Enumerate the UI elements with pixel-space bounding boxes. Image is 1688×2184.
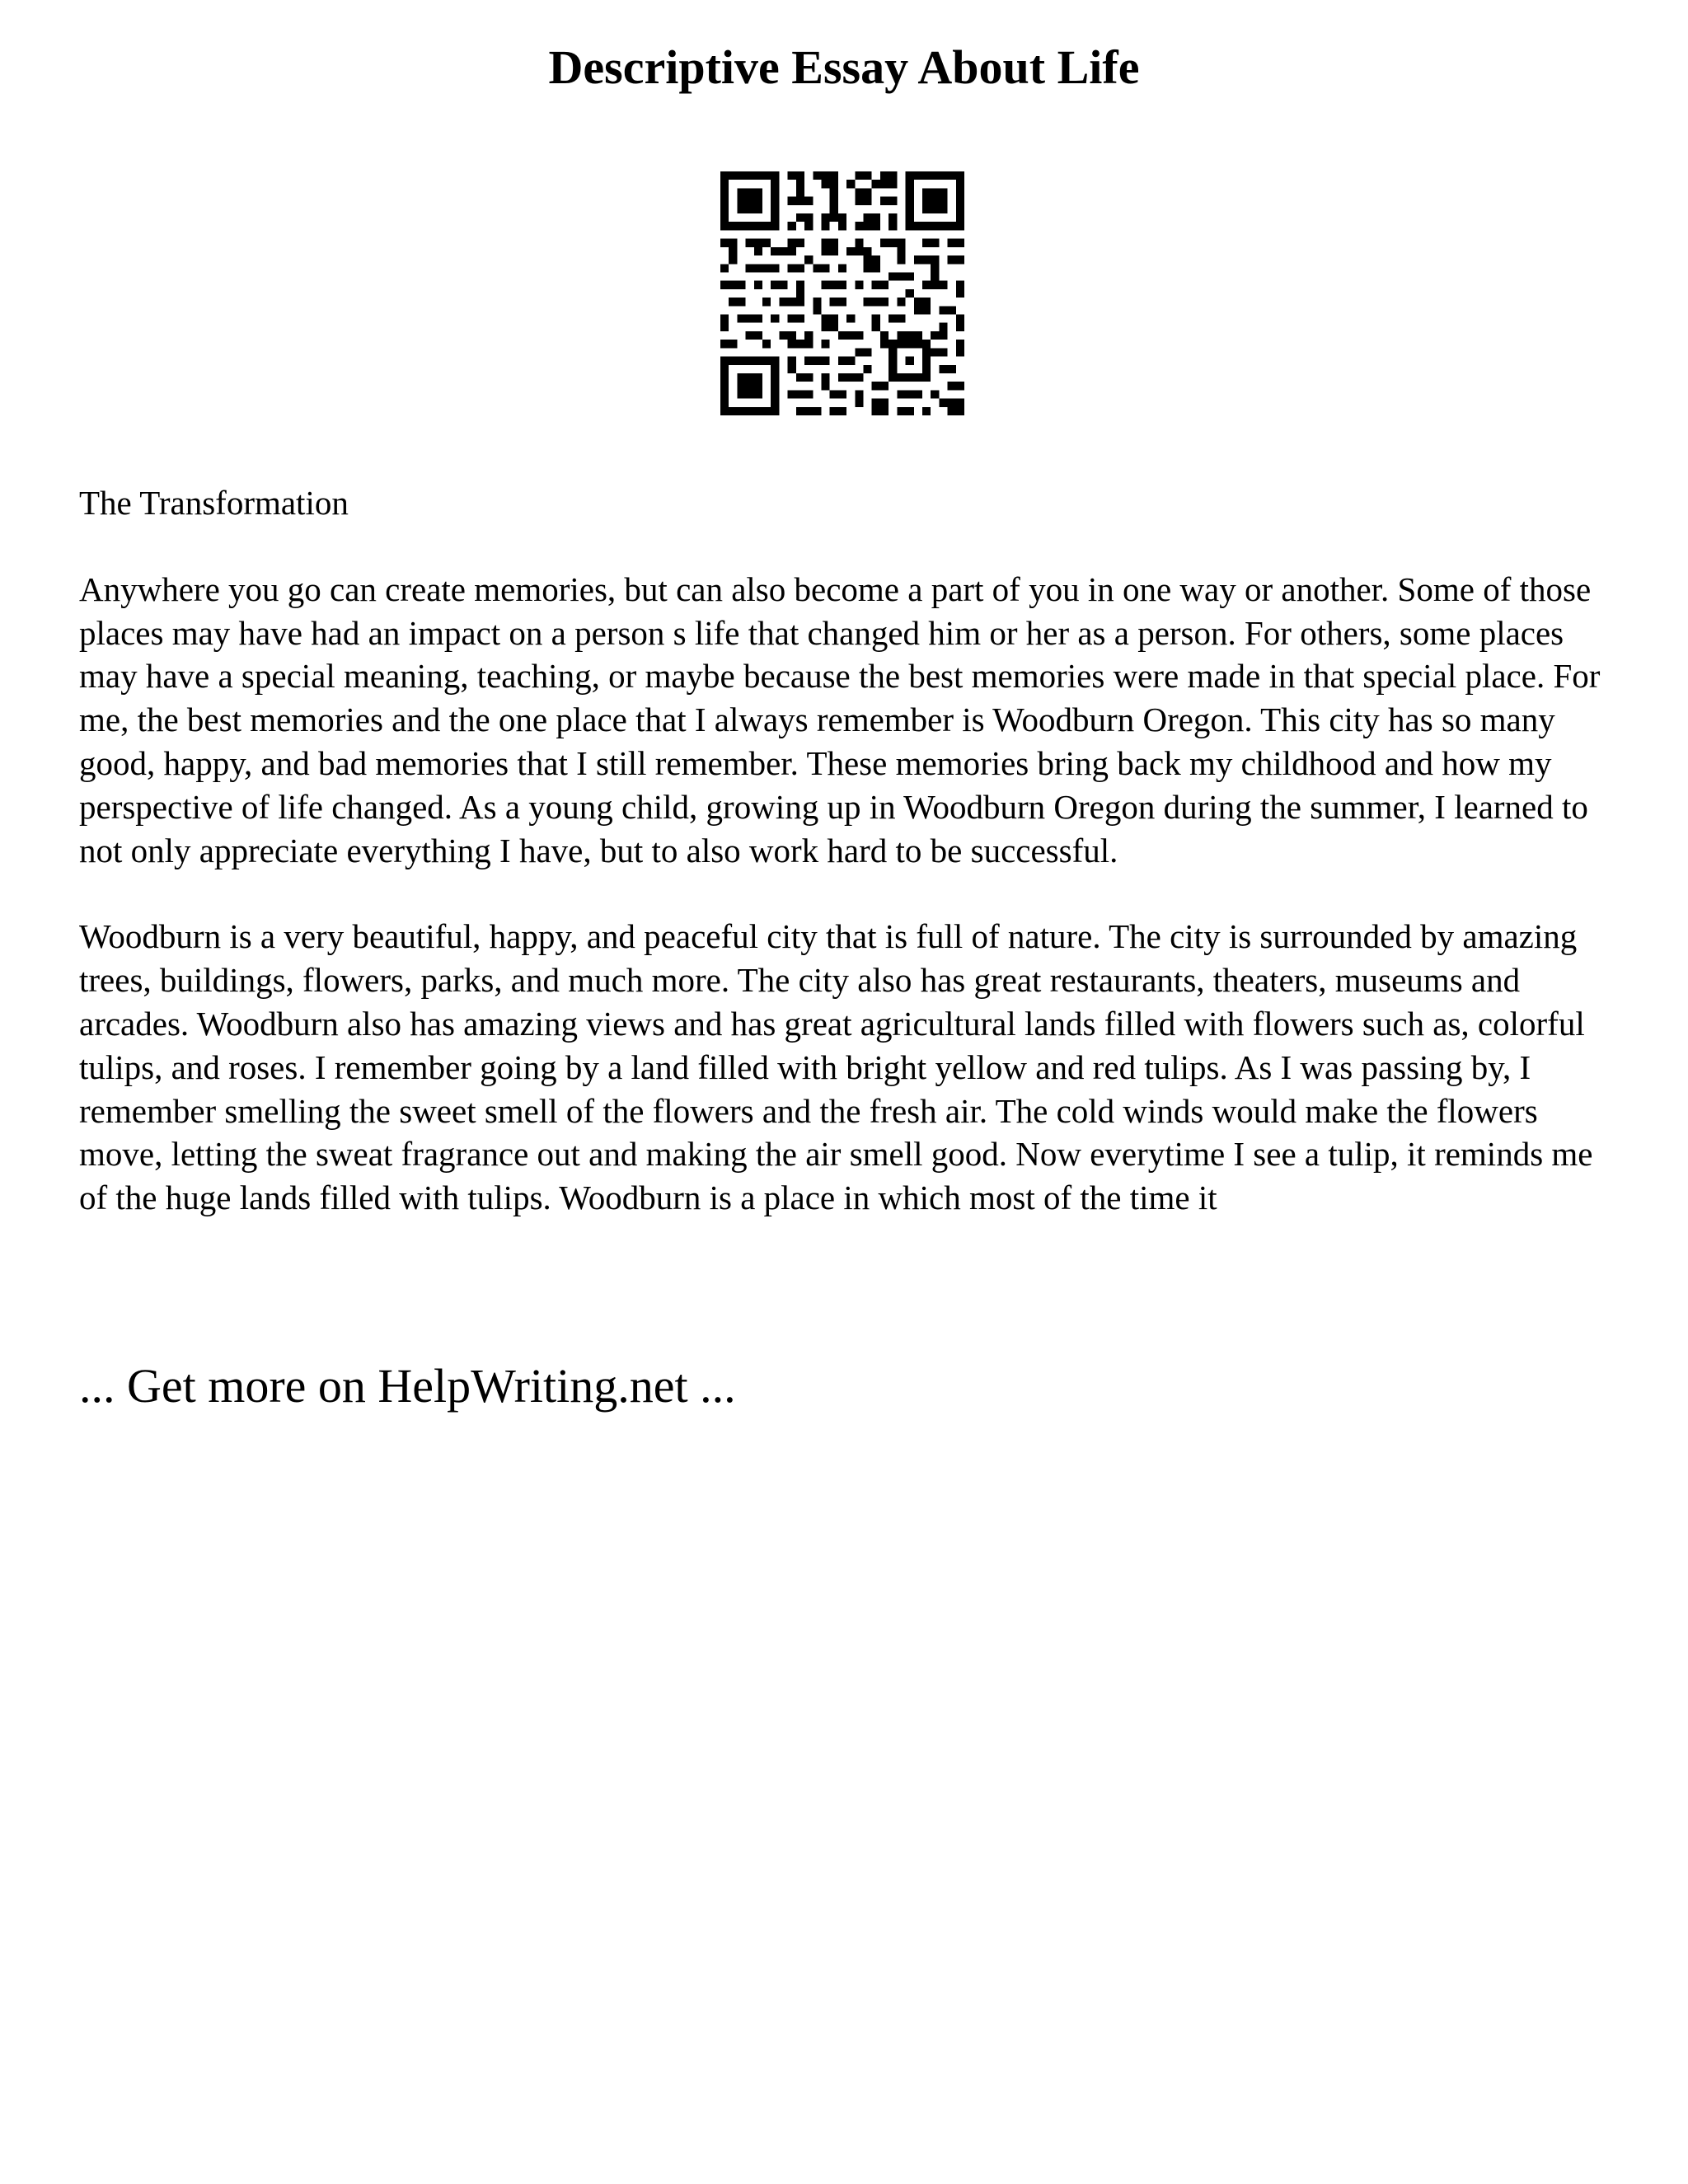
section-heading: The Transformation — [79, 484, 349, 522]
essay-paragraph-1: Anywhere you go can create memories, but can also become a part of you in one way or another. Some of those places may have had an impact on a person s life that changed him or her as a person. For others, some places may have a special meaning, teaching, or maybe because the best memories were made in that special place. For me, the best memories and the one place that I always remember is Woodburn Oregon. This city has so many good, happy, and bad memories that I still remember. These memories bring back my childhood and how my perspective of life changed. As a young child, growing up in Woodburn Oregon during the summer, I learned to not only appreciate everything I have, but to also work hard to be successful. — [79, 569, 1601, 869]
qr-code-icon — [720, 171, 964, 415]
get-more-link[interactable]: ... Get more on HelpWriting.net ... — [79, 1359, 736, 1413]
document-title: Descriptive Essay About Life — [548, 40, 1140, 94]
essay-content — [79, 481, 1612, 1263]
essay-paragraph-2: Woodburn is a very beautiful, happy, and peaceful city that is full of nature. The city is surrounded by amazing trees, buildings, flowers, parks, and much more. The city also has great restaurants, theaters, museums and arcades. Woodburn also has amazing views and has great agricultural lands filled with flowers such as, colorful tulips, and roses. I remember going by a land filled with bright yellow and red tulips. As I was passing by, I remember smelling the sweet smell of the flowers and the fresh air. The cold winds would make the flowers move, letting the sweat fragrance out and making the air smell good. Now everytime I see a tulip, it reminds me of the huge lands filled with tulips. Woodburn is a place in which most of the time it — [79, 917, 1593, 1217]
